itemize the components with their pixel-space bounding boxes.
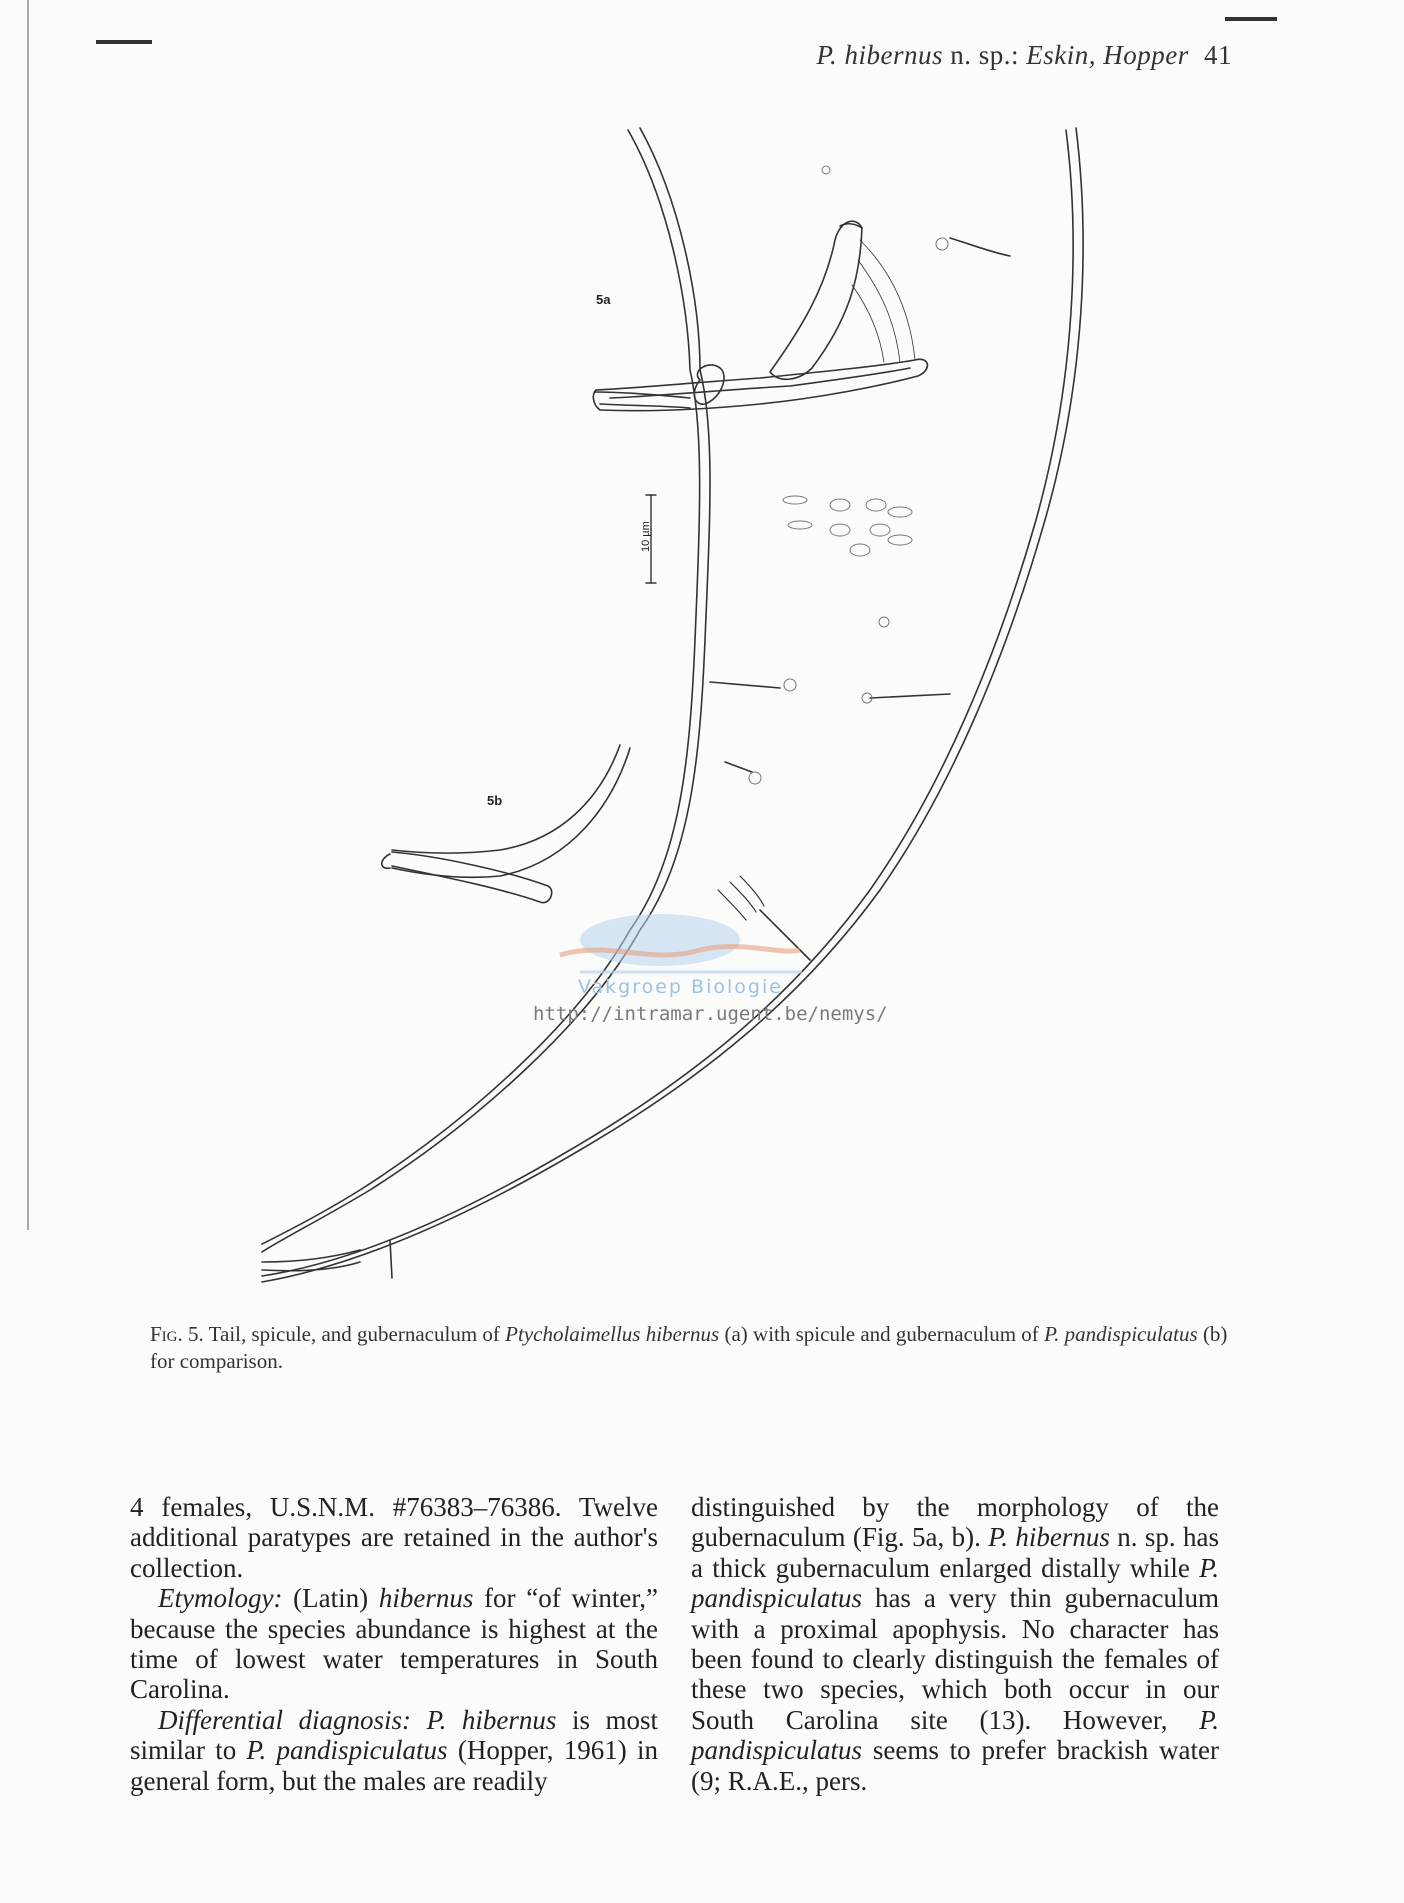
tail-seta	[390, 1240, 392, 1278]
seta-4	[725, 762, 752, 772]
caption-text-3: (b) for comparison.	[150, 1322, 1228, 1373]
seta-2	[710, 682, 780, 688]
caption-text-2: (a) with spicule and gubernaculum of	[724, 1322, 1039, 1346]
scale-bar-label: 10 µm	[640, 521, 652, 552]
header-authors: Eskin, Hopper	[1026, 40, 1189, 70]
spicule-5b-inner	[392, 748, 630, 877]
caption-text-1: Tail, spicule, and gubernaculum of	[208, 1322, 500, 1346]
watermark-logo	[560, 914, 802, 972]
spicule-head	[694, 365, 724, 404]
seta-3	[870, 694, 950, 698]
paragraph-diagnosis-cont	[691, 1492, 1219, 1796]
etymology-term: hibernus	[378, 1583, 474, 1614]
page-number: 41	[1204, 40, 1232, 70]
paragraph-etymology	[130, 1583, 658, 1705]
right-text-a: distinguished by the morphology of the gubernaculum (Fig. 5a, b).	[691, 1492, 1219, 1553]
caption-species-2: P. pandispiculatus	[1044, 1322, 1198, 1346]
diagnosis-text-a: is most similar to	[130, 1704, 658, 1766]
spicule-5a-inner	[610, 368, 910, 398]
header-species: P. hibernus	[816, 40, 943, 70]
header-descriptor: n. sp.:	[950, 40, 1020, 70]
right-text-d: seems to prefer brackish water (9; R.A.E., pers.	[691, 1735, 1219, 1796]
body-contour-ventral-inner	[262, 130, 700, 1244]
caption-species-1: Ptycholaimellus hibernus	[505, 1322, 720, 1346]
body-column-left	[130, 1492, 658, 1796]
seta-1	[950, 238, 1010, 256]
body-contour-ventral	[262, 128, 710, 1252]
body-contour-dorsal-inner	[262, 130, 1073, 1276]
etymology-label: Etymology:	[158, 1583, 283, 1614]
figure-label-5a: 5a	[596, 292, 611, 307]
gubernaculum-5a	[770, 221, 862, 379]
watermark-org: Vakgroep Biologie	[578, 976, 783, 998]
paragraph-paratypes: 4 females, U.S.N.M. #76383–76386. Twelve additional paratypes are retained in the author's collection.	[130, 1492, 658, 1583]
spicule-5a	[596, 359, 927, 410]
supplement-organ	[718, 876, 764, 920]
right-text-b: n. sp. has a thick gubernaculum enlarged distally while	[691, 1522, 1220, 1583]
figure-caption	[150, 1321, 1230, 1375]
etymology-text-b: for “of winter,” because the species abundance is highest at the time of lowest water temperatures in South Carolina.	[130, 1583, 659, 1705]
diagnosis-species-1: P. hibernus	[426, 1704, 557, 1735]
tissue-cells	[749, 166, 948, 784]
spicule-5b	[392, 745, 620, 853]
diagnosis-label: Differential diagnosis:	[158, 1704, 412, 1735]
diagnosis-text-b: (Hopper, 1961) in general form, but the males are readily	[130, 1735, 658, 1796]
right-species-3: P. pandispiculatus	[691, 1704, 1220, 1766]
watermark-url: http://intramar.ugent.be/nemys/	[533, 1003, 888, 1025]
spicule-5b-head	[382, 854, 390, 868]
body-contour-dorsal	[262, 128, 1083, 1282]
cloaca-tip	[593, 390, 600, 410]
right-text-c: has a very thin gubernaculum with a proximal apophysis. No character has been found to clearly distinguish the females of these two species, which both occur in our South Carolina site (13). However,	[691, 1583, 1219, 1735]
figure-label-5b: 5b	[487, 793, 503, 808]
paragraph-diagnosis	[130, 1705, 658, 1796]
body-column-right	[691, 1492, 1219, 1796]
right-species-2: P. pandispiculatus	[691, 1552, 1219, 1614]
caption-fig-label: Fig. 5.	[150, 1322, 204, 1346]
etymology-text-a: (Latin)	[293, 1583, 369, 1614]
right-species-1: P. hibernus	[988, 1522, 1110, 1553]
gubernaculum-striations	[852, 240, 915, 362]
diagnosis-species-2: P. pandispiculatus	[246, 1735, 448, 1766]
